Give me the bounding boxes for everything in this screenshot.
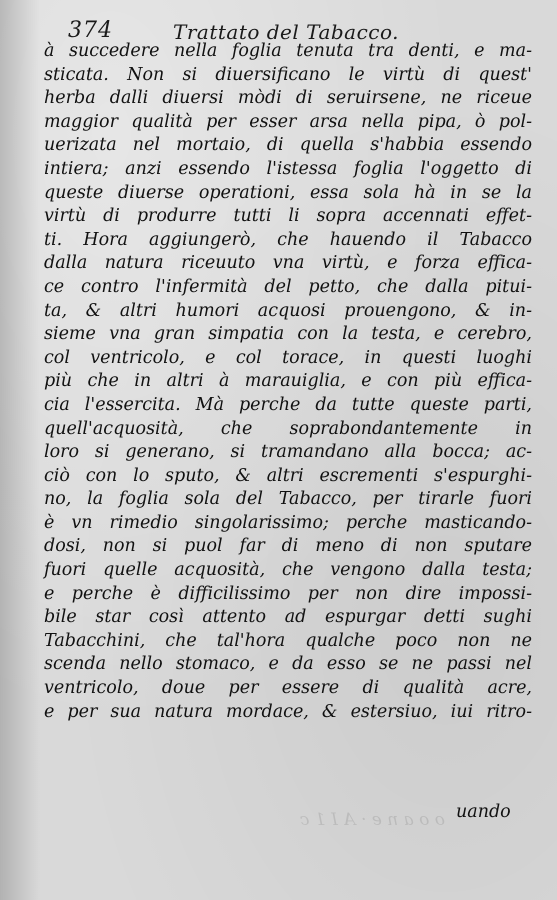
text-line: ciò con lo sputo, & altri escrementi s'espurghi- bbox=[44, 465, 532, 486]
show-through-text: o o a n e · A I 1 c bbox=[300, 810, 445, 830]
body-text bbox=[44, 40, 532, 724]
text-line: herba dalli diuersi mòdi di seruirsene, ne riceue bbox=[44, 88, 532, 109]
text-line: dosi, non si puol far di meno di non sputare bbox=[44, 536, 532, 557]
text-line: dalla natura riceuuto vna virtù, e forza effica- bbox=[44, 253, 532, 274]
page-number: 374 bbox=[68, 18, 113, 43]
text-line: cia l'essercita. Mà perche da tutte queste parti, bbox=[44, 394, 532, 415]
text-line: e per sua natura mordace, & estersiuo, iui ritro- bbox=[44, 701, 532, 722]
text-line: à succedere nella foglia tenuta tra denti, e ma- bbox=[44, 41, 532, 61]
text-line: ta, & altri humori acquosi prouengono, & in- bbox=[44, 300, 532, 321]
text-line: ventricolo, doue per essere di qualità acre, bbox=[44, 678, 532, 699]
text-line: fuori quelle acquosità, che vengono dalla testa; bbox=[44, 560, 532, 581]
text-line: e perche è difficilissimo per non dire impossi- bbox=[44, 583, 532, 604]
text-line: bile star così attento ad espurgar detti sughi bbox=[44, 607, 532, 628]
text-line: Tabacchini, che tal'hora qualche poco non ne bbox=[44, 630, 532, 651]
catchword: uando bbox=[456, 802, 511, 822]
text-line: maggior qualità per esser arsa nella pipa, ò pol- bbox=[44, 111, 532, 132]
text-line: intiera; anzi essendo l'istessa foglia l'oggetto di bbox=[44, 158, 532, 179]
text-line: è vn rimedio singolarissimo; perche masticando- bbox=[44, 512, 532, 533]
text-line: quell'acquosità, che soprabondantemente in bbox=[44, 418, 532, 439]
text-line: virtù di produrre tutti li sopra accennati effet- bbox=[44, 206, 532, 227]
text-line: sticata. Non si diuersificano le virtù di quest' bbox=[44, 64, 532, 85]
text-line: scenda nello stomaco, e da esso se ne passi nel bbox=[44, 654, 532, 675]
running-head: Trattato del Tabacco. bbox=[173, 20, 400, 44]
text-line: col ventricolo, e col torace, in questi luoghi bbox=[44, 347, 532, 368]
text-line: ti. Hora aggiungerò, che hauendo il Tabacco bbox=[44, 229, 532, 250]
text-line: più che in altri à marauiglia, e con più effica- bbox=[44, 371, 532, 392]
text-line: ce contro l'infermità del petto, che dalla pitui- bbox=[44, 276, 532, 297]
text-line: no, la foglia sola del Tabacco, per tirarle fuori bbox=[44, 489, 532, 510]
gutter-shadow bbox=[0, 0, 40, 900]
text-line: uerizata nel mortaio, di quella s'habbia essendo bbox=[44, 135, 532, 156]
text-line: sieme vna gran simpatia con la testa, e cerebro, bbox=[44, 324, 532, 345]
text-line: loro si generano, si tramandano alla bocca; ac- bbox=[44, 442, 532, 463]
text-line: queste diuerse operationi, essa sola hà in se la bbox=[44, 182, 532, 203]
